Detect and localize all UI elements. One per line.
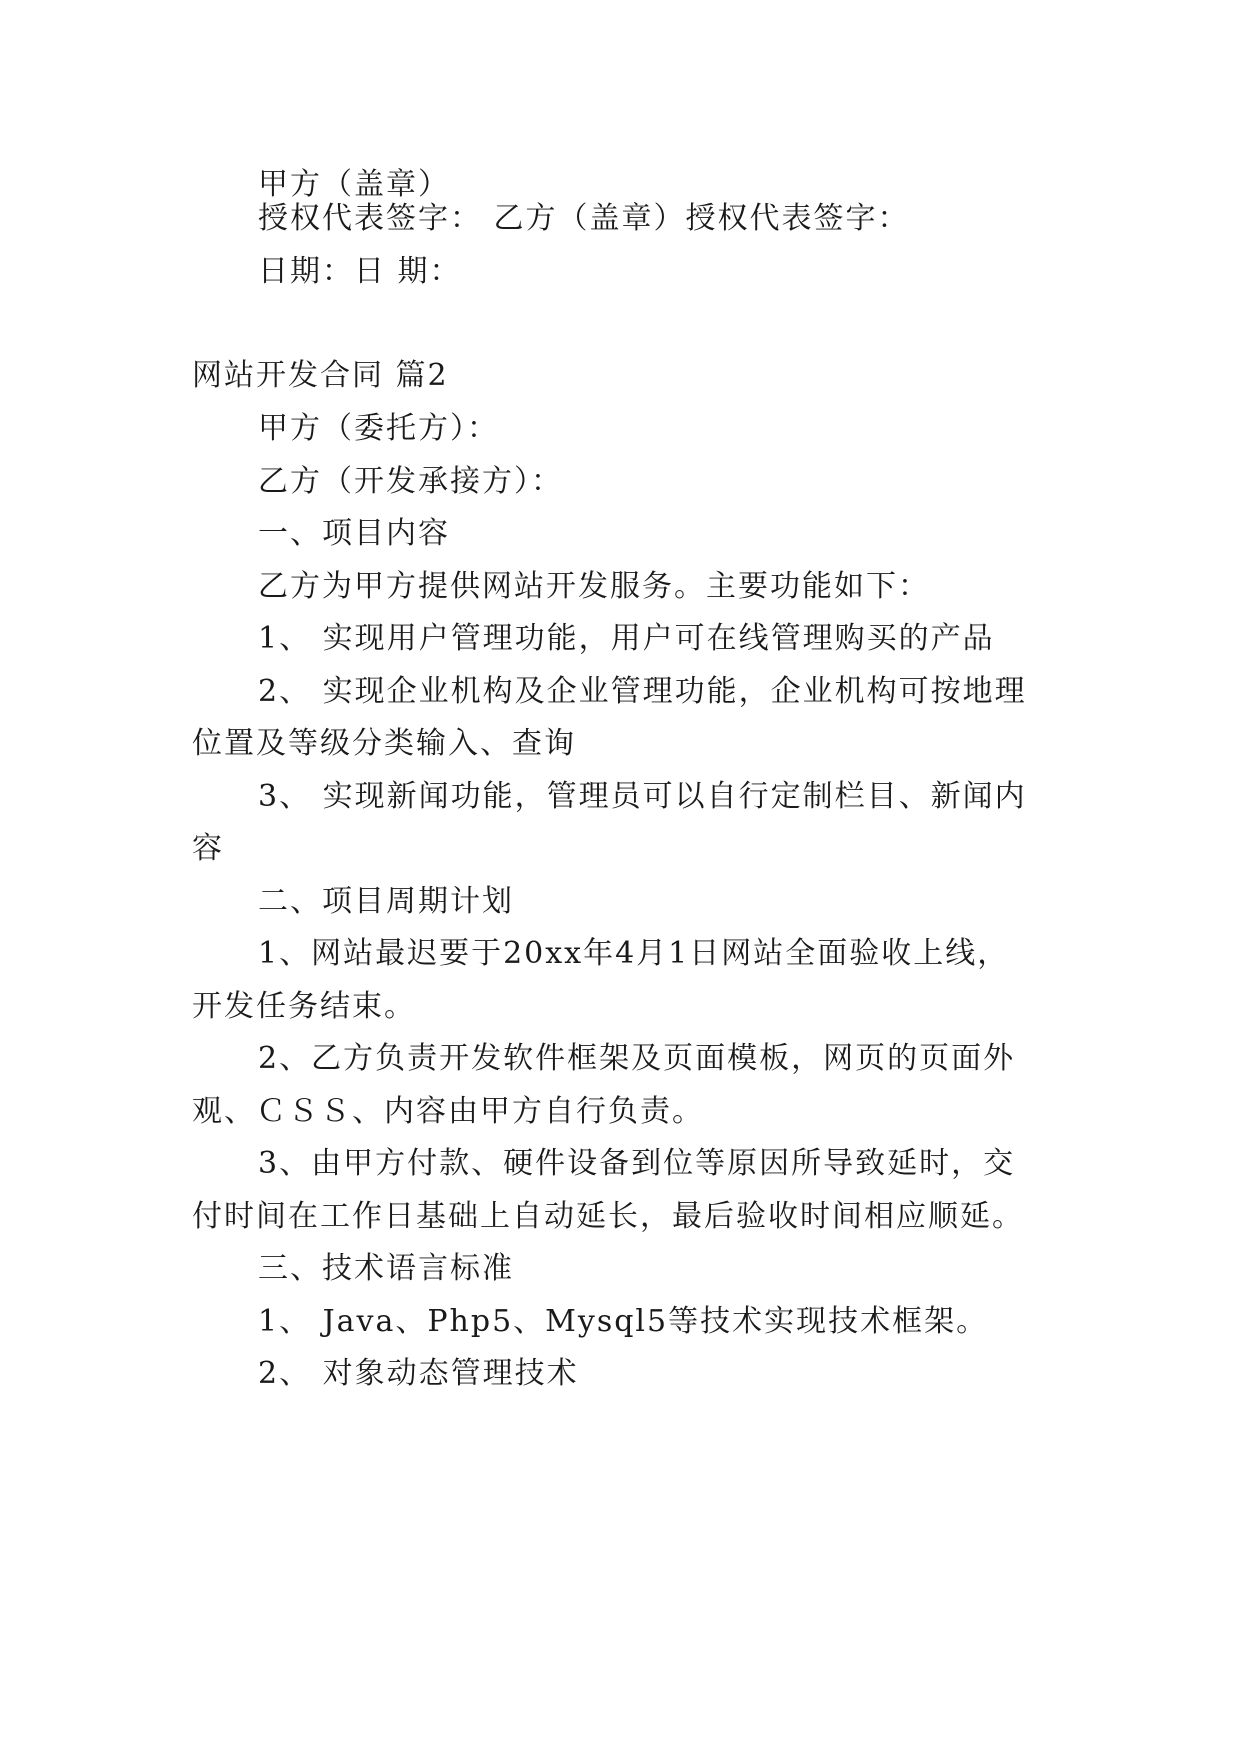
part1-item1: 1、 实现用户管理功能，用户可在线管理购买的产品: [258, 621, 995, 656]
part3-item2: 2、 对象动态管理技术: [258, 1356, 579, 1391]
part2-item1-line2: 开发任务结束。: [192, 989, 416, 1024]
part2-heading: 二、项目周期计划: [258, 884, 514, 919]
part2-item1-line1: 1、网站最迟要于20xx年4月1日网站全面验收上线，: [258, 936, 1010, 971]
date-line: 日期：日 期：: [258, 254, 462, 289]
part3-heading: 三、技术语言标准: [258, 1251, 514, 1286]
part2-item2-line1: 2、乙方负责开发软件框架及页面模板，网页的页面外: [258, 1041, 1016, 1076]
part1-heading: 一、项目内容: [258, 516, 450, 551]
part3-item1: 1、 Java、Php5、Mysql5等技术实现技术框架。: [258, 1304, 989, 1339]
part2-item2-line2: 观、ＣＳＳ、内容由甲方自行负责。: [192, 1094, 704, 1129]
part2-item3-line2: 付时间在工作日基础上自动延长，最后验收时间相应顺延。: [192, 1199, 1024, 1234]
contract-section-title: 网站开发合同 篇2: [192, 358, 449, 393]
party-b-line: 乙方（开发承接方）：: [258, 464, 563, 499]
party-a-line: 甲方（委托方）：: [258, 411, 499, 446]
authorized-signature-line: 授权代表签字： 乙方（盖章）授权代表签字：: [258, 201, 910, 236]
part1-item3-line2: 容: [192, 831, 224, 866]
part1-item3-line1: 3、 实现新闻功能，管理员可以自行定制栏目、新闻内: [258, 779, 1027, 814]
part1-item2-line2: 位置及等级分类输入、查询: [192, 726, 576, 761]
part2-item3-line1: 3、由甲方付款、硬件设备到位等原因所导致延时，交: [258, 1146, 1016, 1181]
part1-item2-line1: 2、 实现企业机构及企业管理功能，企业机构可按地理: [258, 674, 1027, 709]
party-a-seal-line: 甲方（盖章）: [258, 167, 450, 202]
part1-intro: 乙方为甲方提供网站开发服务。主要功能如下：: [258, 569, 930, 604]
